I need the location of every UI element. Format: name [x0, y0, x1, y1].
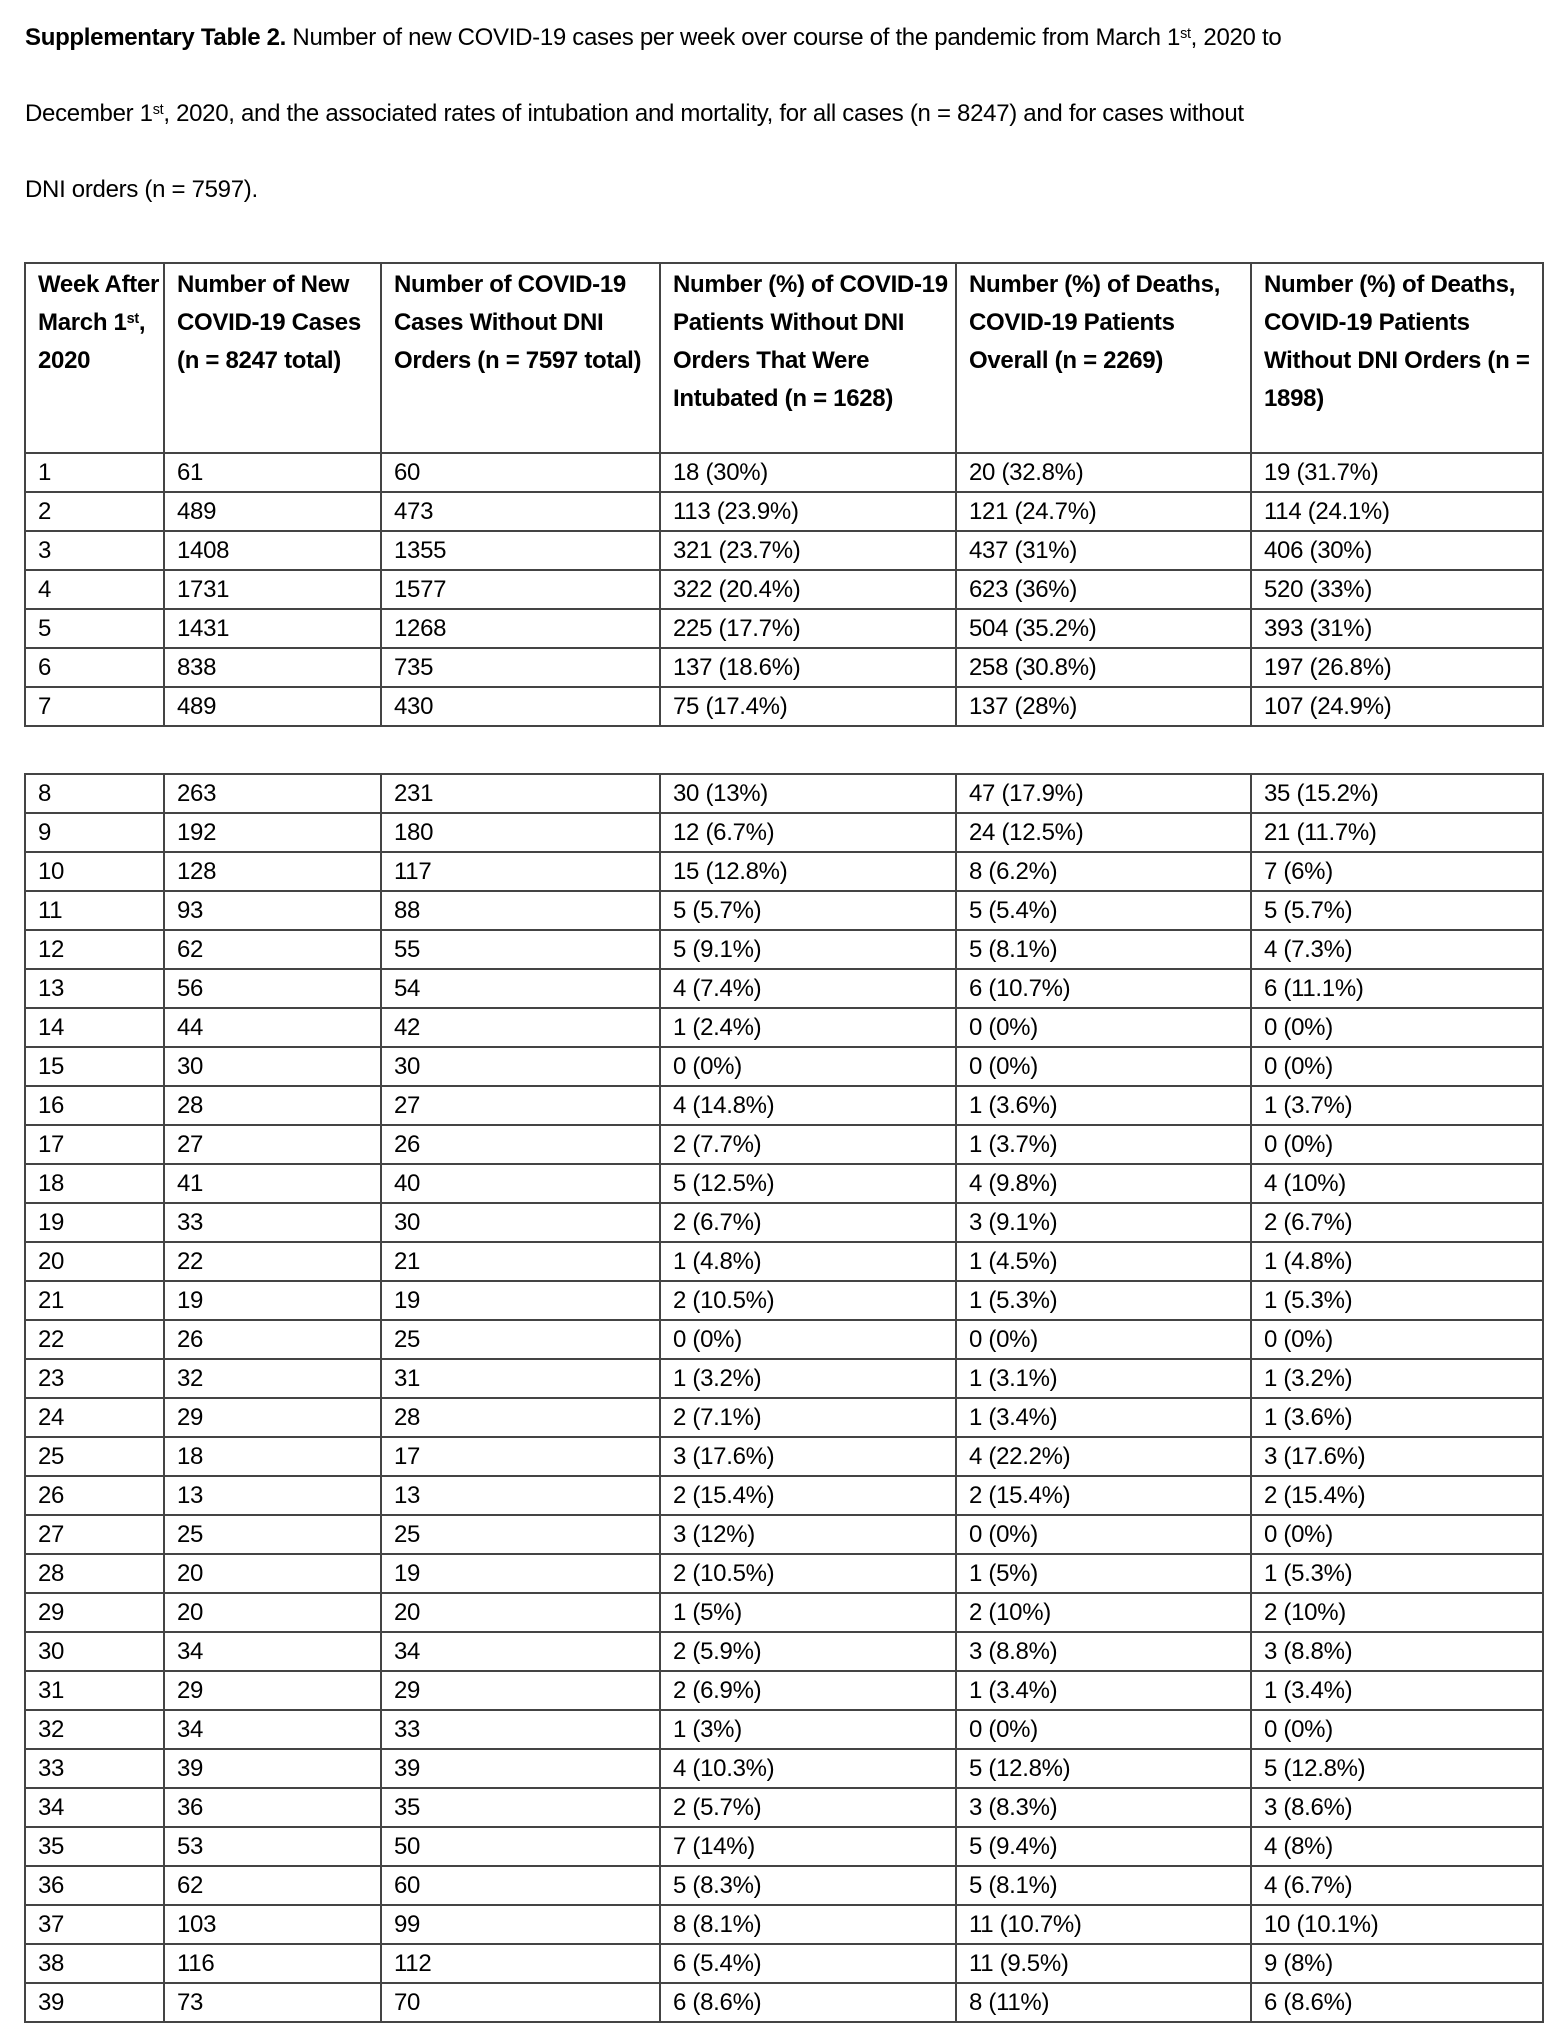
cell-deaths-overall: 5 (8.1%) — [956, 930, 1251, 969]
table-row — [25, 609, 1543, 648]
cell-intubated: 1 (3%) — [660, 1710, 956, 1749]
cell-week: 23 — [25, 1359, 164, 1398]
cell-week: 37 — [25, 1905, 164, 1944]
cell-cases-without-dni: 35 — [381, 1788, 660, 1827]
cell-new-cases: 36 — [164, 1788, 381, 1827]
table-row — [25, 1047, 1543, 1086]
cell-deaths-without-dni: 21 (11.7%) — [1251, 813, 1543, 852]
cell-week: 32 — [25, 1710, 164, 1749]
cell-cases-without-dni: 25 — [381, 1515, 660, 1554]
cell-cases-without-dni: 1577 — [381, 570, 660, 609]
cell-new-cases: 34 — [164, 1710, 381, 1749]
cell-new-cases: 20 — [164, 1554, 381, 1593]
table-caption — [25, 0, 1545, 228]
cell-week: 18 — [25, 1164, 164, 1203]
table-row — [25, 648, 1543, 687]
cell-deaths-without-dni: 10 (10.1%) — [1251, 1905, 1543, 1944]
cell-week: 29 — [25, 1593, 164, 1632]
cell-new-cases: 20 — [164, 1593, 381, 1632]
cell-week: 15 — [25, 1047, 164, 1086]
cell-deaths-without-dni: 0 (0%) — [1251, 1125, 1543, 1164]
cell-deaths-overall: 0 (0%) — [956, 1008, 1251, 1047]
cell-deaths-overall: 6 (10.7%) — [956, 969, 1251, 1008]
cell-intubated: 113 (23.9%) — [660, 492, 956, 531]
cell-cases-without-dni: 39 — [381, 1749, 660, 1788]
table-row — [25, 1164, 1543, 1203]
cell-cases-without-dni: 1268 — [381, 609, 660, 648]
cell-deaths-overall: 20 (32.8%) — [956, 453, 1251, 492]
cell-cases-without-dni: 26 — [381, 1125, 660, 1164]
header-deaths-overall: Number (%) of Deaths, COVID-19 Patients Overall (n = 2269) — [956, 263, 1251, 453]
cell-week: 30 — [25, 1632, 164, 1671]
cell-deaths-without-dni: 35 (15.2%) — [1251, 774, 1543, 813]
cell-cases-without-dni: 735 — [381, 648, 660, 687]
cell-week: 28 — [25, 1554, 164, 1593]
cell-deaths-overall: 47 (17.9%) — [956, 774, 1251, 813]
cell-deaths-overall: 4 (22.2%) — [956, 1437, 1251, 1476]
cell-intubated: 4 (10.3%) — [660, 1749, 956, 1788]
cell-intubated: 1 (3.2%) — [660, 1359, 956, 1398]
caption-line-3: DNI orders (n = 7597). — [25, 176, 258, 203]
cell-new-cases: 18 — [164, 1437, 381, 1476]
cell-deaths-without-dni: 2 (15.4%) — [1251, 1476, 1543, 1515]
cell-deaths-overall: 3 (8.3%) — [956, 1788, 1251, 1827]
cell-new-cases: 29 — [164, 1398, 381, 1437]
table-row — [25, 969, 1543, 1008]
cell-intubated: 2 (10.5%) — [660, 1281, 956, 1320]
cell-deaths-without-dni: 0 (0%) — [1251, 1710, 1543, 1749]
table-row — [25, 1593, 1543, 1632]
header-row — [25, 263, 1543, 453]
cell-deaths-without-dni: 1 (5.3%) — [1251, 1554, 1543, 1593]
cell-intubated: 15 (12.8%) — [660, 852, 956, 891]
table-row — [25, 1983, 1543, 2022]
cell-cases-without-dni: 473 — [381, 492, 660, 531]
table-row — [25, 453, 1543, 492]
cell-deaths-without-dni: 4 (8%) — [1251, 1827, 1543, 1866]
cell-deaths-overall: 11 (10.7%) — [956, 1905, 1251, 1944]
cell-deaths-without-dni: 4 (10%) — [1251, 1164, 1543, 1203]
cell-new-cases: 93 — [164, 891, 381, 930]
cell-new-cases: 1408 — [164, 531, 381, 570]
cell-intubated: 4 (14.8%) — [660, 1086, 956, 1125]
cell-cases-without-dni: 88 — [381, 891, 660, 930]
cell-deaths-overall: 3 (8.8%) — [956, 1632, 1251, 1671]
cell-new-cases: 44 — [164, 1008, 381, 1047]
cell-week: 5 — [25, 609, 164, 648]
table-row — [25, 1866, 1543, 1905]
cell-new-cases: 192 — [164, 813, 381, 852]
cell-cases-without-dni: 42 — [381, 1008, 660, 1047]
cell-week: 6 — [25, 648, 164, 687]
cell-new-cases: 489 — [164, 687, 381, 726]
data-table-part-2 — [24, 773, 1544, 2023]
cell-new-cases: 27 — [164, 1125, 381, 1164]
table-row — [25, 1827, 1543, 1866]
cell-deaths-without-dni: 197 (26.8%) — [1251, 648, 1543, 687]
cell-intubated: 137 (18.6%) — [660, 648, 956, 687]
cell-deaths-without-dni: 3 (8.6%) — [1251, 1788, 1543, 1827]
cell-week: 26 — [25, 1476, 164, 1515]
cell-deaths-without-dni: 406 (30%) — [1251, 531, 1543, 570]
cell-intubated: 1 (5%) — [660, 1593, 956, 1632]
cell-new-cases: 103 — [164, 1905, 381, 1944]
cell-intubated: 2 (6.9%) — [660, 1671, 956, 1710]
cell-new-cases: 29 — [164, 1671, 381, 1710]
cell-cases-without-dni: 25 — [381, 1320, 660, 1359]
cell-intubated: 1 (4.8%) — [660, 1242, 956, 1281]
cell-cases-without-dni: 30 — [381, 1047, 660, 1086]
cell-deaths-overall: 1 (3.4%) — [956, 1671, 1251, 1710]
table-row — [25, 1554, 1543, 1593]
cell-cases-without-dni: 31 — [381, 1359, 660, 1398]
cell-cases-without-dni: 13 — [381, 1476, 660, 1515]
cell-deaths-overall: 1 (5%) — [956, 1554, 1251, 1593]
cell-deaths-overall: 8 (11%) — [956, 1983, 1251, 2022]
cell-cases-without-dni: 99 — [381, 1905, 660, 1944]
cell-deaths-without-dni: 1 (5.3%) — [1251, 1281, 1543, 1320]
cell-deaths-without-dni: 5 (5.7%) — [1251, 891, 1543, 930]
cell-new-cases: 53 — [164, 1827, 381, 1866]
cell-cases-without-dni: 50 — [381, 1827, 660, 1866]
cell-week: 38 — [25, 1944, 164, 1983]
cell-new-cases: 28 — [164, 1086, 381, 1125]
header-week: Week After March 1st, 2020 — [25, 263, 164, 453]
cell-intubated: 2 (7.7%) — [660, 1125, 956, 1164]
cell-intubated: 18 (30%) — [660, 453, 956, 492]
cell-intubated: 8 (8.1%) — [660, 1905, 956, 1944]
cell-deaths-overall: 121 (24.7%) — [956, 492, 1251, 531]
cell-cases-without-dni: 30 — [381, 1203, 660, 1242]
cell-week: 3 — [25, 531, 164, 570]
cell-deaths-overall: 1 (3.6%) — [956, 1086, 1251, 1125]
cell-deaths-overall: 137 (28%) — [956, 687, 1251, 726]
cell-new-cases: 33 — [164, 1203, 381, 1242]
cell-deaths-without-dni: 1 (3.6%) — [1251, 1398, 1543, 1437]
cell-cases-without-dni: 34 — [381, 1632, 660, 1671]
cell-intubated: 2 (5.7%) — [660, 1788, 956, 1827]
cell-week: 8 — [25, 774, 164, 813]
cell-intubated: 225 (17.7%) — [660, 609, 956, 648]
cell-cases-without-dni: 17 — [381, 1437, 660, 1476]
cell-week: 35 — [25, 1827, 164, 1866]
cell-new-cases: 73 — [164, 1983, 381, 2022]
cell-new-cases: 39 — [164, 1749, 381, 1788]
table-row — [25, 930, 1543, 969]
cell-deaths-without-dni: 19 (31.7%) — [1251, 453, 1543, 492]
cell-cases-without-dni: 430 — [381, 687, 660, 726]
table-row — [25, 1281, 1543, 1320]
cell-intubated: 30 (13%) — [660, 774, 956, 813]
cell-cases-without-dni: 27 — [381, 1086, 660, 1125]
cell-week: 2 — [25, 492, 164, 531]
cell-week: 31 — [25, 1671, 164, 1710]
cell-new-cases: 41 — [164, 1164, 381, 1203]
cell-deaths-overall: 5 (9.4%) — [956, 1827, 1251, 1866]
cell-cases-without-dni: 60 — [381, 453, 660, 492]
cell-new-cases: 116 — [164, 1944, 381, 1983]
cell-deaths-without-dni: 4 (6.7%) — [1251, 1866, 1543, 1905]
table-row — [25, 1515, 1543, 1554]
table-row — [25, 1749, 1543, 1788]
data-table-part-1 — [24, 262, 1544, 727]
cell-new-cases: 128 — [164, 852, 381, 891]
header-cases-without-dni: Number of COVID-19 Cases Without DNI Orders (n = 7597 total) — [381, 263, 660, 453]
table-row — [25, 1437, 1543, 1476]
cell-cases-without-dni: 180 — [381, 813, 660, 852]
cell-new-cases: 61 — [164, 453, 381, 492]
cell-new-cases: 30 — [164, 1047, 381, 1086]
cell-deaths-without-dni: 0 (0%) — [1251, 1515, 1543, 1554]
cell-deaths-overall: 0 (0%) — [956, 1515, 1251, 1554]
table-row — [25, 1710, 1543, 1749]
table-row — [25, 570, 1543, 609]
cell-deaths-without-dni: 520 (33%) — [1251, 570, 1543, 609]
cell-week: 9 — [25, 813, 164, 852]
cell-deaths-overall: 504 (35.2%) — [956, 609, 1251, 648]
cell-deaths-without-dni: 107 (24.9%) — [1251, 687, 1543, 726]
table-row — [25, 1086, 1543, 1125]
cell-intubated: 0 (0%) — [660, 1047, 956, 1086]
cell-intubated: 6 (5.4%) — [660, 1944, 956, 1983]
cell-deaths-overall: 1 (5.3%) — [956, 1281, 1251, 1320]
cell-new-cases: 838 — [164, 648, 381, 687]
cell-week: 34 — [25, 1788, 164, 1827]
cell-intubated: 322 (20.4%) — [660, 570, 956, 609]
cell-cases-without-dni: 19 — [381, 1281, 660, 1320]
table-row — [25, 687, 1543, 726]
table-row — [25, 1008, 1543, 1047]
cell-intubated: 321 (23.7%) — [660, 531, 956, 570]
cell-new-cases: 22 — [164, 1242, 381, 1281]
caption-line-1: Supplementary Table 2. Number of new COVID-19 cases per week over course of the pandemic from March 1st, 2020 to — [25, 24, 1282, 51]
cell-deaths-overall: 5 (5.4%) — [956, 891, 1251, 930]
cell-deaths-overall: 0 (0%) — [956, 1047, 1251, 1086]
cell-deaths-overall: 24 (12.5%) — [956, 813, 1251, 852]
table-row — [25, 1632, 1543, 1671]
cell-deaths-overall: 623 (36%) — [956, 570, 1251, 609]
cell-deaths-without-dni: 2 (10%) — [1251, 1593, 1543, 1632]
cell-week: 10 — [25, 852, 164, 891]
cell-intubated: 5 (5.7%) — [660, 891, 956, 930]
cell-new-cases: 13 — [164, 1476, 381, 1515]
cell-deaths-overall: 2 (15.4%) — [956, 1476, 1251, 1515]
cell-week: 21 — [25, 1281, 164, 1320]
cell-cases-without-dni: 28 — [381, 1398, 660, 1437]
cell-week: 4 — [25, 570, 164, 609]
cell-deaths-without-dni: 1 (3.2%) — [1251, 1359, 1543, 1398]
cell-deaths-overall: 1 (4.5%) — [956, 1242, 1251, 1281]
cell-deaths-overall: 1 (3.1%) — [956, 1359, 1251, 1398]
cell-deaths-overall: 1 (3.7%) — [956, 1125, 1251, 1164]
cell-deaths-without-dni: 7 (6%) — [1251, 852, 1543, 891]
cell-intubated: 12 (6.7%) — [660, 813, 956, 852]
cell-week: 12 — [25, 930, 164, 969]
cell-deaths-without-dni: 0 (0%) — [1251, 1320, 1543, 1359]
cell-cases-without-dni: 231 — [381, 774, 660, 813]
cell-intubated: 5 (12.5%) — [660, 1164, 956, 1203]
cell-deaths-without-dni: 114 (24.1%) — [1251, 492, 1543, 531]
cell-intubated: 5 (9.1%) — [660, 930, 956, 969]
table-row — [25, 531, 1543, 570]
cell-cases-without-dni: 40 — [381, 1164, 660, 1203]
cell-deaths-without-dni: 0 (0%) — [1251, 1008, 1543, 1047]
cell-week: 17 — [25, 1125, 164, 1164]
cell-intubated: 4 (7.4%) — [660, 969, 956, 1008]
cell-new-cases: 489 — [164, 492, 381, 531]
cell-cases-without-dni: 117 — [381, 852, 660, 891]
header-new-cases: Number of New COVID-19 Cases (n = 8247 total) — [164, 263, 381, 453]
table-row — [25, 1203, 1543, 1242]
table-row — [25, 1125, 1543, 1164]
cell-week: 24 — [25, 1398, 164, 1437]
cell-intubated: 0 (0%) — [660, 1320, 956, 1359]
cell-week: 7 — [25, 687, 164, 726]
cell-week: 13 — [25, 969, 164, 1008]
cell-intubated: 3 (12%) — [660, 1515, 956, 1554]
cell-deaths-without-dni: 0 (0%) — [1251, 1047, 1543, 1086]
cell-deaths-without-dni: 6 (11.1%) — [1251, 969, 1543, 1008]
table-row — [25, 1242, 1543, 1281]
cell-new-cases: 263 — [164, 774, 381, 813]
cell-intubated: 1 (2.4%) — [660, 1008, 956, 1047]
cell-week: 39 — [25, 1983, 164, 2022]
cell-cases-without-dni: 19 — [381, 1554, 660, 1593]
table-row — [25, 1359, 1543, 1398]
cell-deaths-without-dni: 3 (8.8%) — [1251, 1632, 1543, 1671]
cell-deaths-without-dni: 1 (3.7%) — [1251, 1086, 1543, 1125]
cell-cases-without-dni: 55 — [381, 930, 660, 969]
cell-cases-without-dni: 60 — [381, 1866, 660, 1905]
cell-week: 22 — [25, 1320, 164, 1359]
cell-intubated: 6 (8.6%) — [660, 1983, 956, 2022]
cell-deaths-without-dni: 1 (4.8%) — [1251, 1242, 1543, 1281]
cell-cases-without-dni: 112 — [381, 1944, 660, 1983]
cell-new-cases: 26 — [164, 1320, 381, 1359]
cell-intubated: 2 (6.7%) — [660, 1203, 956, 1242]
cell-intubated: 2 (10.5%) — [660, 1554, 956, 1593]
cell-new-cases: 19 — [164, 1281, 381, 1320]
cell-deaths-without-dni: 3 (17.6%) — [1251, 1437, 1543, 1476]
cell-deaths-without-dni: 393 (31%) — [1251, 609, 1543, 648]
table-row — [25, 813, 1543, 852]
cell-deaths-overall: 3 (9.1%) — [956, 1203, 1251, 1242]
cell-deaths-overall: 5 (12.8%) — [956, 1749, 1251, 1788]
cell-deaths-without-dni: 5 (12.8%) — [1251, 1749, 1543, 1788]
table-row — [25, 1320, 1543, 1359]
cell-intubated: 5 (8.3%) — [660, 1866, 956, 1905]
caption-label: Supplementary Table 2. — [25, 24, 287, 51]
cell-deaths-overall: 0 (0%) — [956, 1710, 1251, 1749]
table-row — [25, 852, 1543, 891]
cell-week: 20 — [25, 1242, 164, 1281]
cell-deaths-overall: 2 (10%) — [956, 1593, 1251, 1632]
cell-week: 14 — [25, 1008, 164, 1047]
table-row — [25, 1944, 1543, 1983]
cell-cases-without-dni: 21 — [381, 1242, 660, 1281]
table-row — [25, 774, 1543, 813]
cell-deaths-overall: 437 (31%) — [956, 531, 1251, 570]
cell-cases-without-dni: 20 — [381, 1593, 660, 1632]
cell-intubated: 2 (5.9%) — [660, 1632, 956, 1671]
cell-intubated: 7 (14%) — [660, 1827, 956, 1866]
cell-week: 1 — [25, 453, 164, 492]
cell-deaths-overall: 0 (0%) — [956, 1320, 1251, 1359]
cell-deaths-overall: 1 (3.4%) — [956, 1398, 1251, 1437]
table-row — [25, 1671, 1543, 1710]
cell-cases-without-dni: 33 — [381, 1710, 660, 1749]
cell-new-cases: 62 — [164, 930, 381, 969]
table-row — [25, 1788, 1543, 1827]
cell-cases-without-dni: 54 — [381, 969, 660, 1008]
table-row — [25, 1905, 1543, 1944]
cell-week: 19 — [25, 1203, 164, 1242]
table-row — [25, 1476, 1543, 1515]
cell-new-cases: 1431 — [164, 609, 381, 648]
cell-deaths-overall: 258 (30.8%) — [956, 648, 1251, 687]
cell-week: 16 — [25, 1086, 164, 1125]
table-row — [25, 891, 1543, 930]
cell-week: 33 — [25, 1749, 164, 1788]
cell-new-cases: 56 — [164, 969, 381, 1008]
cell-deaths-without-dni: 1 (3.4%) — [1251, 1671, 1543, 1710]
cell-deaths-without-dni: 6 (8.6%) — [1251, 1983, 1543, 2022]
cell-week: 36 — [25, 1866, 164, 1905]
cell-deaths-without-dni: 9 (8%) — [1251, 1944, 1543, 1983]
cell-intubated: 75 (17.4%) — [660, 687, 956, 726]
cell-deaths-without-dni: 4 (7.3%) — [1251, 930, 1543, 969]
cell-new-cases: 25 — [164, 1515, 381, 1554]
table-row — [25, 492, 1543, 531]
cell-week: 11 — [25, 891, 164, 930]
cell-deaths-overall: 11 (9.5%) — [956, 1944, 1251, 1983]
cell-week: 27 — [25, 1515, 164, 1554]
table-row — [25, 1398, 1543, 1437]
cell-deaths-overall: 5 (8.1%) — [956, 1866, 1251, 1905]
cell-intubated: 2 (15.4%) — [660, 1476, 956, 1515]
cell-new-cases: 34 — [164, 1632, 381, 1671]
cell-cases-without-dni: 29 — [381, 1671, 660, 1710]
cell-new-cases: 32 — [164, 1359, 381, 1398]
cell-cases-without-dni: 1355 — [381, 531, 660, 570]
cell-intubated: 2 (7.1%) — [660, 1398, 956, 1437]
cell-deaths-overall: 8 (6.2%) — [956, 852, 1251, 891]
cell-intubated: 3 (17.6%) — [660, 1437, 956, 1476]
header-intubated: Number (%) of COVID-19 Patients Without DNI Orders That Were Intubated (n = 1628) — [660, 263, 956, 453]
cell-new-cases: 1731 — [164, 570, 381, 609]
cell-new-cases: 62 — [164, 1866, 381, 1905]
cell-deaths-without-dni: 2 (6.7%) — [1251, 1203, 1543, 1242]
cell-week: 25 — [25, 1437, 164, 1476]
cell-deaths-overall: 4 (9.8%) — [956, 1164, 1251, 1203]
cell-cases-without-dni: 70 — [381, 1983, 660, 2022]
caption-line-2: December 1st, 2020, and the associated rates of intubation and mortality, for all cases (n = 8247) and for cases without — [25, 100, 1244, 127]
header-deaths-without-dni: Number (%) of Deaths, COVID-19 Patients Without DNI Orders (n = 1898) — [1251, 263, 1543, 453]
